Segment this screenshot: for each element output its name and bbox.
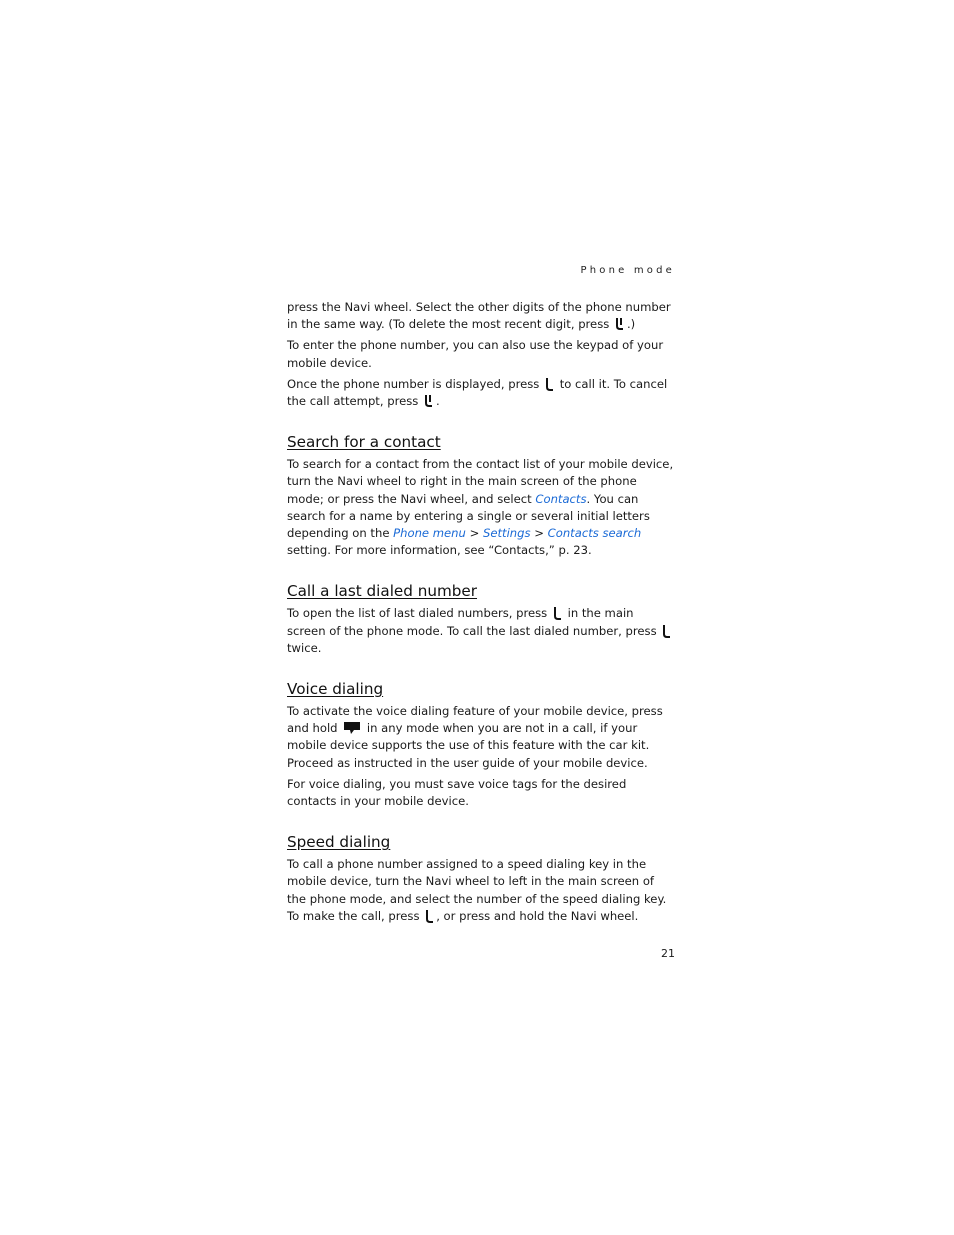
separator: > xyxy=(465,526,483,541)
intro-text: to call it. To cancel the call attempt, press xyxy=(287,376,668,409)
body-text: To search for a contact from the contact list of your mobile device, turn the Navi wheel to right in the main screen of the phone mode; or press the Navi wheel, and select xyxy=(287,457,674,506)
call-key-icon xyxy=(425,909,434,923)
page-content xyxy=(287,299,675,929)
voice-dialing-paragraph-2: For voice dialing, you must save voice tags for the desired contacts in your mobile device. xyxy=(287,776,627,809)
body-text: To activate the voice dialing feature of your mobile device, press and hold xyxy=(287,704,663,736)
search-contact-paragraph xyxy=(287,456,675,559)
call-key-icon xyxy=(545,377,554,391)
link-contacts-search[interactable]: Contacts search xyxy=(547,526,642,541)
heading-speed-dialing: Speed dialing xyxy=(287,833,391,852)
link-settings[interactable]: Settings xyxy=(482,526,531,541)
intro-text: . xyxy=(436,394,440,409)
end-key-icon xyxy=(615,317,625,331)
body-text: To open the list of last dialed numbers, press xyxy=(287,606,548,621)
intro-paragraph-1 xyxy=(287,299,675,333)
running-head: Phone mode xyxy=(580,265,675,276)
link-phone-menu[interactable]: Phone menu xyxy=(393,526,466,541)
link-contacts[interactable]: Contacts xyxy=(535,491,587,506)
last-dialed-paragraph xyxy=(287,605,675,657)
call-key-icon xyxy=(553,606,562,620)
page-number: 21 xyxy=(661,947,675,960)
body-text: . You can search for a name by entering a single or several initial letters depending on the xyxy=(287,491,650,541)
intro-paragraph-3 xyxy=(287,376,675,410)
body-text: setting. For more information, see “Contacts,” p. 23. xyxy=(287,543,592,558)
heading-voice-dialing: Voice dialing xyxy=(287,680,384,699)
heading-search-contact: Search for a contact xyxy=(287,433,441,452)
call-key-icon xyxy=(662,624,671,638)
body-text: in any mode when you are not in a call, if your mobile device supports the use of this feature with the car kit. Proceed as instructed in the user guide of your mobile device. xyxy=(287,721,650,770)
end-key-icon xyxy=(424,394,434,408)
body-text: in the main screen of the phone mode. To call the last dialed number, press xyxy=(287,606,657,638)
voice-key-icon xyxy=(343,721,361,735)
body-text: To call a phone number assigned to a speed dialing key in the mobile device, turn the Navi wheel to left in the main screen of the phone mode, and select the number of the speed dialing key. To make the call, press xyxy=(287,857,667,923)
voice-dialing-paragraph-1 xyxy=(287,703,675,772)
speed-dialing-paragraph xyxy=(287,856,675,925)
intro-text: .) xyxy=(626,317,636,332)
separator: > xyxy=(530,526,548,541)
body-text: , or press and hold the Navi wheel. xyxy=(436,908,639,923)
heading-last-dialed: Call a last dialed number xyxy=(287,582,478,601)
intro-paragraph-2: To enter the phone number, you can also use the keypad of your mobile device. xyxy=(287,338,664,370)
intro-text: press the Navi wheel. Select the other digits of the phone number in the same way. (To delete the most recent digit, press xyxy=(287,300,671,332)
intro-text: Once the phone number is displayed, press xyxy=(287,376,540,391)
body-text: twice. xyxy=(287,640,322,655)
